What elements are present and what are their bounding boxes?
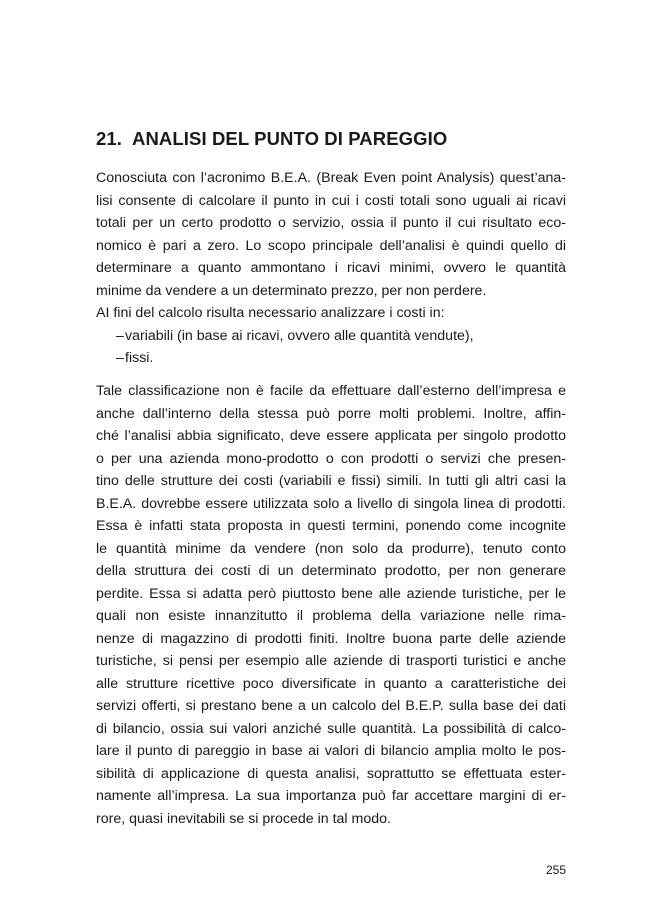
text-line: perdite. Essa si adatta però piuttosto bene alle aziende turistiche, per le bbox=[96, 585, 566, 602]
text-line: nenze di magazzino di prodotti finiti. Inoltre buona parte delle aziende bbox=[96, 630, 566, 647]
text-line: minime da vendere a un determinato prezzo, per non perdere. bbox=[96, 282, 487, 299]
text-line: le quantità minime da vendere (non solo da produrre), tenuto conto bbox=[96, 540, 566, 557]
page-number: 255 bbox=[545, 863, 566, 877]
dash-bullet: – bbox=[116, 327, 124, 344]
list-item bbox=[96, 347, 566, 370]
text-line: di bilancio, ossia sui valori anziché sulle quantità. La possibilità di calco- bbox=[96, 720, 566, 737]
text-line: o per una azienda mono-prodotto o con prodotti o servizi che presen- bbox=[96, 450, 566, 467]
text-line: quali non esiste innanzitutto il problema della variazione nelle rima- bbox=[96, 608, 566, 624]
text-line: alle strutture ricettive poco diversificate in quanto a caratteristiche dei bbox=[96, 675, 566, 692]
chapter-title-text: ANALISI DEL PUNTO DI PAREGGIO bbox=[132, 128, 448, 149]
chapter-number: 21. bbox=[96, 128, 123, 149]
text-line: totali per un certo prodotto o servizio, ossia il punto il cui risultato eco- bbox=[96, 215, 566, 231]
text-line: della struttura dei costi di un determinato prodotto, per non generare bbox=[96, 563, 566, 579]
text-line: lare il punto di pareggio in base ai valori di bilancio amplia molto le pos- bbox=[96, 743, 566, 759]
list-intro: AI fini del calcolo risulta necessario analizzare i costi in: bbox=[96, 305, 445, 321]
text-line: anche dall’interno della stessa può porre molti problemi. Inoltre, affin- bbox=[96, 405, 566, 422]
text-line: rore, quasi inevitabili se si procede in tal modo. bbox=[96, 810, 391, 827]
list-item-text: variabili (in base ai ricavi, ovvero alle quantità vendute), bbox=[125, 327, 474, 344]
text-line: turistiche, si pensi per esempio alle aziende di trasporti turistici e anche bbox=[96, 653, 566, 669]
text-line: ché l’analisi abbia significato, deve essere applicata per singolo prodotto bbox=[96, 428, 566, 444]
cost-type-list bbox=[96, 325, 566, 370]
text-line: determinare a quanto ammontano i ricavi minimi, ovvero le quantità bbox=[96, 260, 566, 276]
text-line: tino delle strutture dei costi (variabili e fissi) simili. In tutti gli altri casi la bbox=[96, 473, 566, 489]
text-line: Tale classificazione non è facile da effettuare dall’esterno dell’impresa e bbox=[96, 383, 566, 399]
text-line: lisi consente di calcolare il punto in cui i costi totali sono uguali ai ricavi bbox=[96, 192, 566, 209]
intro-paragraph bbox=[96, 167, 566, 325]
list-item-text: fissi. bbox=[125, 350, 154, 366]
chapter-title bbox=[96, 127, 566, 151]
text-line: sibilità di applicazione di questa analisi, soprattutto se effettuata ester- bbox=[96, 765, 566, 782]
text-line: B.E.A. dovrebbe essere utilizzata solo a livello di singola linea di prodotti. bbox=[96, 495, 566, 512]
text-line: nomico è pari a zero. Lo scopo principale dell’analisi è quindi quello di bbox=[96, 237, 566, 254]
text-line: Conosciuta con l’acronimo B.E.A. (Break Even point Analysis) quest’ana- bbox=[96, 170, 566, 186]
text-line: namente all’impresa. La sua importanza può far accettare margini di er- bbox=[96, 788, 566, 804]
main-paragraph bbox=[96, 380, 566, 830]
text-line: servizi offerti, si prestano bene a un calcolo del B.E.P. sulla base dei dati bbox=[96, 698, 566, 714]
dash-bullet: – bbox=[116, 350, 124, 366]
list-item bbox=[96, 325, 566, 348]
text-line: Essa è infatti stata proposta in questi termini, ponendo come incognite bbox=[96, 518, 566, 534]
